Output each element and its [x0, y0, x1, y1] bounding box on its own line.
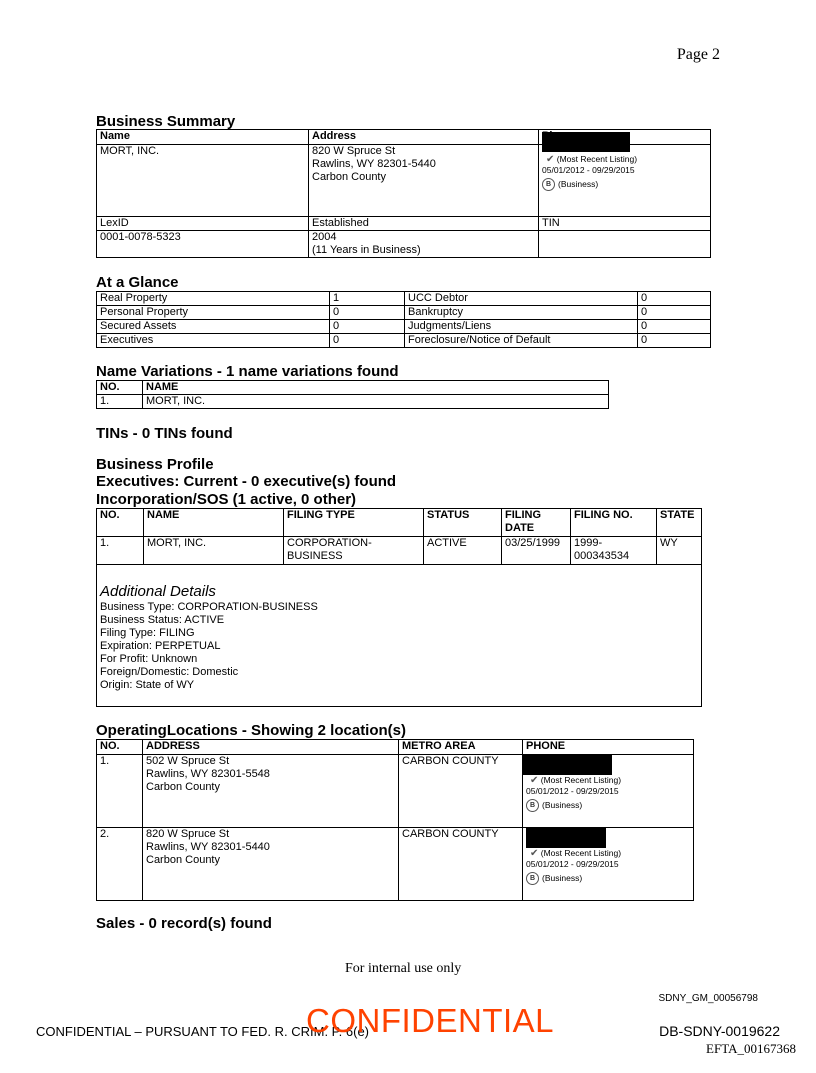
internal-use-note: For internal use only [345, 961, 462, 976]
filing-row-state: WY [657, 537, 702, 565]
name-variations-table [96, 380, 609, 409]
phone-listing-note: (Most Recent Listing) [556, 154, 638, 164]
glance-value: 1 [330, 292, 405, 306]
phone-listing-dates: 05/01/2012 - 09/29/2015 [526, 859, 619, 869]
operating-locations-table [96, 739, 694, 901]
location-address: 502 W Spruce St Rawlins, WY 82301-5548 Carbon County [143, 755, 399, 828]
additional-details-title: Additional Details [100, 583, 216, 600]
glance-value: 0 [330, 334, 405, 348]
additional-details-cell [97, 565, 702, 707]
filing-row-no: 1. [97, 537, 144, 565]
glance-value: 0 [330, 320, 405, 334]
redaction-block [542, 132, 630, 152]
filing-row-name: MORT, INC. [144, 537, 284, 565]
business-phone-icon: B [542, 178, 555, 191]
redaction-block [526, 828, 606, 848]
detail-line: Filing Type: FILING [100, 627, 195, 639]
confidential-stamp: CONFIDENTIAL [306, 1002, 555, 1039]
detail-line: Expiration: PERPETUAL [100, 640, 221, 652]
business-summary-table [96, 129, 711, 258]
business-summary-heading: Business Summary [96, 113, 236, 130]
detail-line: Business Type: CORPORATION-BUSINESS [100, 601, 318, 613]
efta-id: EFTA_00167368 [706, 1041, 796, 1056]
phone-listing-dates: 05/01/2012 - 09/29/2015 [526, 786, 619, 796]
variation-no: 1. [97, 395, 143, 409]
filing-row-number: 1999- 000343534 [571, 537, 657, 565]
location-no: 1. [97, 755, 143, 828]
confidential-notice: CONFIDENTIAL – PURSUANT TO FED. R. CRIM. P. 6(e) [36, 1024, 370, 1039]
phone-listing-note: (Most Recent Listing) [540, 775, 622, 785]
location-phone-cell [523, 828, 694, 901]
glance-label: UCC Debtor [405, 292, 638, 306]
col-header-address: Address [309, 130, 539, 145]
incorporation-table [96, 508, 702, 707]
col-header-no: NO. [97, 740, 143, 755]
tin-value [539, 231, 711, 258]
col-header-name: Name [97, 130, 309, 145]
detail-line: For Profit: Unknown [100, 653, 198, 665]
glance-label: Executives [97, 334, 330, 348]
col-header-filing-no: FILING NO. [571, 509, 657, 537]
lexid-value: 0001-0078-5323 [97, 231, 309, 258]
page-number: Page 2 [676, 46, 720, 63]
phone-type: (Business) [542, 872, 583, 883]
detail-line: Origin: State of WY [100, 679, 195, 691]
years-in-business: (11 Years in Business) [312, 244, 421, 256]
col-header-status: STATUS [424, 509, 502, 537]
detail-line: Foreign/Domestic: Domestic [100, 666, 239, 678]
glance-value: 0 [638, 320, 711, 334]
col-header-name: NAME [144, 509, 284, 537]
col-header-metro-area: METRO AREA [399, 740, 523, 755]
phone-listing-dates: 05/01/2012 - 09/29/2015 [542, 165, 635, 175]
incorporation-heading: Incorporation/SOS (1 active, 0 other) [96, 491, 357, 508]
business-phone-icon: B [526, 799, 539, 812]
col-header-phone: PHONE [523, 740, 694, 755]
location-metro: CARBON COUNTY [399, 828, 523, 901]
business-phone-icon: B [526, 872, 539, 885]
col-header-address: ADDRESS [143, 740, 399, 755]
glance-label: Foreclosure/Notice of Default [405, 334, 638, 348]
filing-row-date: 03/25/1999 [502, 537, 571, 565]
business-phone-cell [539, 145, 711, 217]
filing-row-type: CORPORATION- BUSINESS [284, 537, 424, 565]
col-header-name: NAME [143, 381, 609, 395]
phone-type: (Business) [542, 799, 583, 810]
checkmark-icon: ✔ [530, 775, 539, 786]
col-header-filing-type: FILING TYPE [284, 509, 424, 537]
col-header-filing-date: FILING DATE [502, 509, 571, 537]
glance-label: Secured Assets [97, 320, 330, 334]
location-address: 820 W Spruce St Rawlins, WY 82301-5440 Carbon County [143, 828, 399, 901]
location-phone-cell [523, 755, 694, 828]
col-header-no: NO. [97, 509, 144, 537]
established-year: 2004 [312, 231, 337, 243]
detail-line: Business Status: ACTIVE [100, 614, 225, 626]
location-metro: CARBON COUNTY [399, 755, 523, 828]
glance-value: 0 [638, 292, 711, 306]
lexid-label: LexID [97, 217, 309, 231]
operating-locations-heading: OperatingLocations - Showing 2 location(s) [96, 722, 407, 739]
col-header-no: NO. [97, 381, 143, 395]
glance-label: Bankruptcy [405, 306, 638, 320]
phone-type: (Business) [558, 178, 599, 189]
glance-value: 0 [638, 334, 711, 348]
at-a-glance-heading: At a Glance [96, 274, 179, 291]
glance-value: 0 [638, 306, 711, 320]
at-a-glance-table [96, 291, 711, 348]
business-profile-heading: Business Profile [96, 456, 214, 473]
tin-label: TIN [539, 217, 711, 231]
col-header-state: STATE [657, 509, 702, 537]
variation-name: MORT, INC. [143, 395, 609, 409]
db-sdny-id: DB-SDNY-0019622 [659, 1023, 780, 1039]
business-name: MORT, INC. [97, 145, 309, 217]
established-label: Established [309, 217, 539, 231]
location-no: 2. [97, 828, 143, 901]
redaction-block [522, 755, 612, 775]
sdny-gm-id: SDNY_GM_00056798 [658, 993, 758, 1004]
business-address: 820 W Spruce St Rawlins, WY 82301-5440 Carbon County [309, 145, 539, 217]
glance-label: Judgments/Liens [405, 320, 638, 334]
filing-row-status: ACTIVE [424, 537, 502, 565]
checkmark-icon: ✔ [530, 848, 539, 859]
tins-heading: TINs - 0 TINs found [96, 425, 233, 442]
sales-heading: Sales - 0 record(s) found [96, 915, 272, 932]
established-value [309, 231, 539, 258]
glance-value: 0 [330, 306, 405, 320]
name-variations-heading: Name Variations - 1 name variations found [96, 363, 399, 380]
checkmark-icon: ✔ [546, 154, 555, 165]
executives-heading: Executives: Current - 0 executive(s) found [96, 473, 397, 490]
glance-label: Real Property [97, 292, 330, 306]
phone-listing-note: (Most Recent Listing) [540, 848, 622, 858]
glance-label: Personal Property [97, 306, 330, 320]
